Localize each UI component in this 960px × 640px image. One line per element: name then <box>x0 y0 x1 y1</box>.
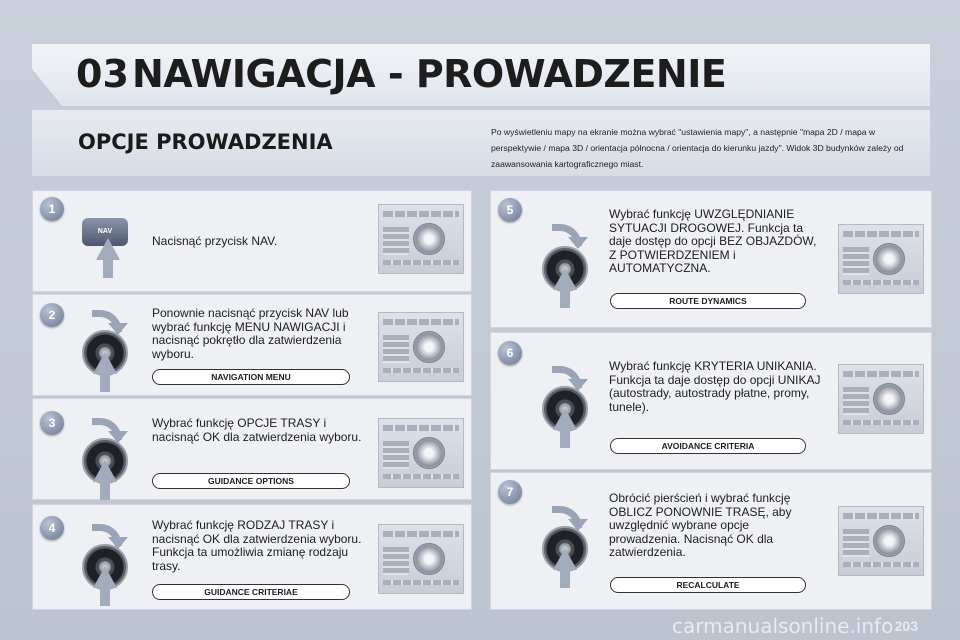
function-label-7: RECALCULATE <box>610 577 806 593</box>
function-label-5: ROUTE DYNAMICS <box>610 293 806 309</box>
radio-unit-image <box>838 364 924 434</box>
step-number-4: 4 <box>40 516 64 540</box>
step-text-6: Wybrać funkcję KRYTERIA UNIKANIA. Funkcja ta daje dostęp do opcji UNIKAJ (autostrady, autostrady płatne, promy, tunele). <box>609 359 821 414</box>
chapter-number: 03 <box>76 52 129 96</box>
function-label-6: AVOIDANCE CRITERIA <box>610 438 806 454</box>
step-number-2: 2 <box>40 303 64 327</box>
step-text-3: Wybrać funkcję OPCJE TRASY i nacisnąć OK dla zatwierdzenia wyboru. <box>152 416 362 444</box>
step-number-5: 5 <box>498 198 522 222</box>
radio-unit-image <box>378 204 464 274</box>
function-label-3: GUIDANCE OPTIONS <box>152 473 350 489</box>
nav-button-image: NAV <box>82 218 128 246</box>
function-label-4: GUIDANCE CRITERIAE <box>152 584 350 600</box>
step-text-2: Ponownie nacisnąć przycisk NAV lub wybrać funkcję MENU NAWIGACJI i nacisnąć pokrętło dla zatwierdzenia wyboru. <box>152 306 349 361</box>
step-text-4: Wybrać funkcję RODZAJ TRASY i nacisnąć OK dla zatwierdzenia wyboru. Funkcja ta umożliwia zmianę rodzaju trasy. <box>152 518 362 573</box>
press-arrow-icon <box>553 268 577 290</box>
press-arrow-icon <box>93 352 117 374</box>
press-arrow-icon <box>553 408 577 430</box>
step-number-7: 7 <box>498 480 522 504</box>
press-arrow-icon <box>93 460 117 482</box>
step-number-6: 6 <box>498 341 522 365</box>
page-title: NAWIGACJA - PROWADZENIE <box>132 52 727 96</box>
step-number-3: 3 <box>40 411 64 435</box>
step-text-7: Obrócić pierścień i wybrać funkcję OBLICZ PONOWNIE TRASĘ, aby uwzględnić wybrane opcje prowadzenia. Nacisnąć OK dla zatwierdzenia. <box>609 491 792 559</box>
press-arrow-icon <box>553 548 577 570</box>
step-text-1: Nacisnąć przycisk NAV. <box>152 234 278 248</box>
step-number-1: 1 <box>40 197 64 221</box>
page-number: 203 <box>894 618 918 634</box>
radio-unit-image <box>378 524 464 594</box>
radio-unit-image <box>378 312 464 382</box>
section-title: OPCJE PROWADZENIA <box>78 130 333 154</box>
radio-unit-image <box>838 224 924 294</box>
function-label-2: NAVIGATION MENU <box>152 369 350 385</box>
intro-text: Po wyświetleniu mapy na ekranie można wybrać "ustawienia mapy", a następnie "mapa 2D / mapa w perspektywie / mapa 3D / orientacja północna / orientacja do kierunku jazdy". Widok 3D budynków zależy od zaawansowania kartograficznego miast. <box>491 127 904 169</box>
radio-unit-image <box>378 418 464 488</box>
press-arrow-icon <box>96 238 120 260</box>
watermark: carmanualsonline.info <box>672 614 894 638</box>
step-text-5: Wybrać funkcję UWZGLĘDNIANIE SYTUACJI DROGOWEJ. Funkcja ta daje dostęp do opcji BEZ OBJAZDÓW, Z POTWIERDZENIEM i AUTOMATYCZNA. <box>609 207 817 275</box>
press-arrow-icon <box>93 566 117 588</box>
radio-unit-image <box>838 506 924 576</box>
